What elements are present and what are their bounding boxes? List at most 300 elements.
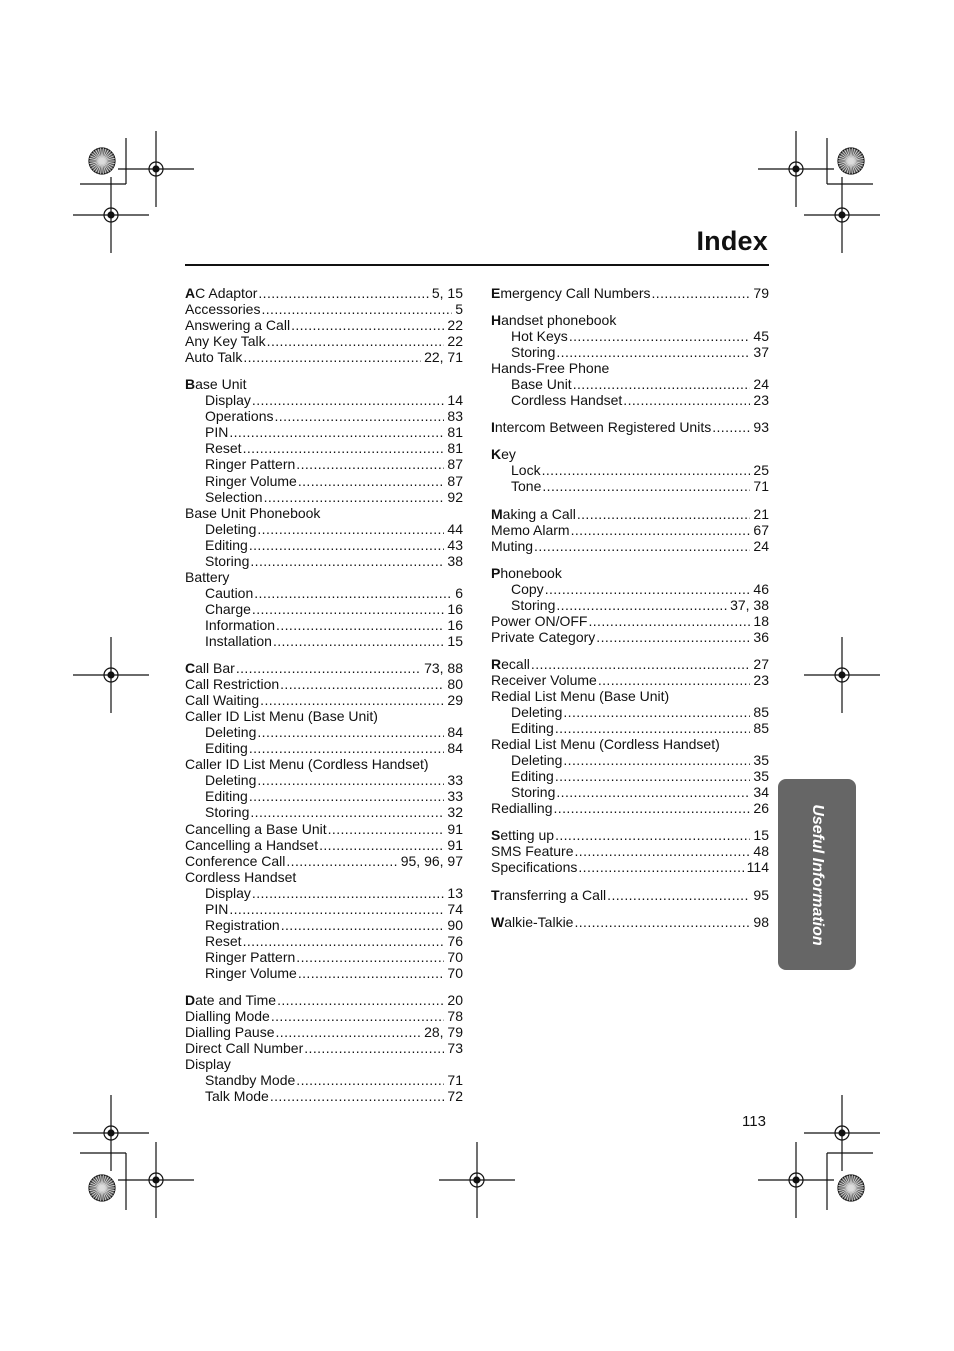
entry-label: Muting: [491, 537, 534, 554]
entry-label: Dialling Mode: [185, 1008, 270, 1025]
dot-leader: [556, 597, 727, 613]
entry-label: Installation: [205, 632, 272, 649]
index-subentry: [185, 521, 463, 537]
entry-label: Registration: [205, 916, 280, 933]
index-entry: [491, 656, 769, 672]
entry-label: Any Key Talk: [185, 333, 266, 350]
entry-label: Private Category: [491, 628, 596, 645]
entry-label: Power ON/OFF: [491, 612, 588, 629]
index-subentry: [491, 328, 769, 344]
entry-label: Emergency Call Numbers: [491, 285, 651, 301]
index-subentry: [185, 424, 463, 440]
entry-label: Reset: [205, 932, 242, 949]
entry-label: Ringer Pattern: [205, 948, 296, 965]
index-subentry: [185, 408, 463, 424]
entry-page-ref: 48: [753, 843, 769, 860]
entry-page-ref: 71: [753, 478, 769, 495]
index-subentry: [491, 581, 769, 597]
dot-leader: [607, 887, 750, 903]
entry-label: Call Bar: [185, 660, 235, 677]
entry-page-ref: 15: [753, 827, 769, 844]
entry-label: Information: [205, 616, 276, 633]
index-heading: Handset phonebook: [491, 312, 617, 329]
dot-leader: [281, 917, 445, 933]
dot-leader: [588, 613, 750, 629]
index-heading: Key: [491, 446, 516, 463]
entry-page-ref: 22: [447, 333, 463, 350]
entry-label: Accessories: [185, 301, 261, 318]
entry-label: SMS Feature: [491, 843, 574, 860]
entry-label: Deleting: [511, 704, 563, 721]
entry-label: Storing: [205, 804, 250, 821]
entry-label: Deleting: [205, 772, 257, 789]
index-entry: [491, 538, 769, 554]
entry-page-ref: 5, 15: [431, 285, 463, 301]
entry-page-ref: 45: [753, 328, 769, 345]
dot-leader: [578, 859, 743, 875]
entry-label: Ringer Volume: [205, 964, 297, 981]
index-subentry: [491, 597, 769, 613]
entry-page-ref: 16: [447, 616, 463, 633]
index-subentry: [185, 740, 463, 756]
index-entry: [185, 692, 463, 708]
dot-leader: [555, 827, 750, 843]
entry-label: Storing: [511, 784, 556, 801]
entry-page-ref: 85: [753, 704, 769, 721]
index-entry: [491, 613, 769, 629]
entry-page-ref: 24: [753, 376, 769, 393]
entry-page-ref: 27: [753, 655, 769, 672]
index-entry: [491, 859, 769, 875]
entry-label: Deleting: [205, 724, 257, 741]
entry-label: Caution: [205, 584, 254, 601]
index-subentry: [185, 440, 463, 456]
entry-page-ref: 71: [447, 1072, 463, 1089]
index-entry: [491, 800, 769, 816]
entry-page-ref: 67: [753, 521, 769, 538]
section-tab-label: Useful Information: [809, 803, 826, 946]
index-heading: Redial List Menu (Base Unit): [491, 687, 670, 704]
dot-leader: [277, 992, 444, 1008]
dot-leader: [542, 478, 750, 494]
index-subentry: [185, 901, 463, 917]
entry-label: Lock: [511, 462, 541, 479]
index-entry: [491, 629, 769, 645]
entry-page-ref: 23: [753, 671, 769, 688]
index-entry: [491, 419, 769, 435]
index-subentry: [491, 344, 769, 360]
entry-page-ref: 46: [753, 580, 769, 597]
dot-leader: [243, 440, 445, 456]
entry-label: Ringer Volume: [205, 472, 297, 489]
entry-page-ref: 5: [455, 301, 463, 318]
index-entry: [185, 1008, 463, 1024]
index-heading: Hands-Free Phone: [491, 360, 610, 377]
section-tab: [778, 779, 856, 970]
entry-page-ref: 35: [753, 768, 769, 785]
entry-label: Specifications: [491, 859, 578, 876]
entry-page-ref: 32: [447, 804, 463, 821]
entry-label: Storing: [205, 552, 250, 569]
dot-leader: [298, 473, 445, 489]
index-heading: Display: [185, 1056, 231, 1073]
entry-label: Setting up: [491, 827, 555, 844]
entry-page-ref: 84: [447, 724, 463, 741]
index-entry: [185, 285, 463, 301]
index-entry: [185, 676, 463, 692]
dot-leader: [328, 821, 445, 837]
entry-label: Reset: [205, 440, 242, 457]
index-heading: Caller ID List Menu (Base Unit): [185, 708, 378, 725]
entry-label: Copy: [511, 580, 544, 597]
dot-leader: [542, 462, 751, 478]
index-entry: [185, 821, 463, 837]
entry-page-ref: 26: [753, 800, 769, 817]
section-gap: [491, 876, 769, 887]
dot-leader: [229, 424, 444, 440]
entry-page-ref: 36: [753, 628, 769, 645]
dot-leader: [545, 581, 751, 597]
dot-leader: [556, 784, 750, 800]
section-gap: [491, 903, 769, 914]
entry-page-ref: 24: [753, 537, 769, 554]
index-heading: Base Unit Phonebook: [185, 504, 321, 521]
entry-label: Walkie-Talkie: [491, 913, 574, 930]
index-subentry: [491, 704, 769, 720]
dot-leader: [257, 521, 444, 537]
dot-leader: [252, 392, 445, 408]
dot-leader: [254, 585, 452, 601]
entry-page-ref: 33: [447, 788, 463, 805]
entry-page-ref: 81: [447, 424, 463, 441]
index-entry: [491, 827, 769, 843]
entry-label: Deleting: [205, 520, 257, 537]
entry-label: Display: [205, 392, 251, 409]
dot-leader: [274, 408, 444, 424]
index-heading: Phonebook: [491, 564, 562, 581]
entry-page-ref: 91: [447, 836, 463, 853]
index-subentry: [185, 1088, 463, 1104]
entry-page-ref: 95, 96, 97: [400, 852, 463, 869]
dot-leader: [280, 676, 444, 692]
entry-label: Editing: [205, 536, 248, 553]
index-entry: [491, 285, 769, 301]
index-subentry: [491, 720, 769, 736]
entry-page-ref: 13: [447, 884, 463, 901]
dot-leader: [563, 704, 750, 720]
entry-page-ref: 93: [753, 419, 769, 436]
entry-label: Direct Call Number: [185, 1040, 304, 1057]
section-gap: [185, 365, 463, 376]
entry-page-ref: 15: [447, 632, 463, 649]
entry-page-ref: 44: [447, 520, 463, 537]
entry-page-ref: 87: [447, 472, 463, 489]
section-gap: [491, 408, 769, 419]
index-subentry: [185, 553, 463, 569]
index-subentry: [185, 885, 463, 901]
index-entry: [185, 349, 463, 365]
entry-page-ref: 95: [753, 886, 769, 903]
entry-page-ref: 80: [447, 676, 463, 693]
entry-page-ref: 37: [753, 344, 769, 361]
dot-leader: [577, 506, 751, 522]
index-subentry: [491, 752, 769, 768]
entry-label: Deleting: [511, 752, 563, 769]
entry-label: Editing: [511, 720, 554, 737]
index-entry: [185, 992, 463, 1008]
entry-label: Standby Mode: [205, 1072, 296, 1089]
entry-page-ref: 33: [447, 772, 463, 789]
section-gap: [185, 981, 463, 992]
section-gap: [491, 816, 769, 827]
index-subentry: [185, 804, 463, 820]
title-divider: [185, 264, 769, 266]
dot-leader: [250, 804, 444, 820]
index-entry: [491, 672, 769, 688]
index-entry: [185, 301, 463, 317]
entry-page-ref: 14: [447, 392, 463, 409]
dot-leader: [249, 740, 445, 756]
index-subentry: [185, 633, 463, 649]
dot-leader: [250, 553, 444, 569]
entry-label: Selection: [205, 488, 263, 505]
dot-leader: [264, 489, 445, 505]
index-subentry: [491, 478, 769, 494]
dot-leader: [571, 522, 751, 538]
entry-page-ref: 98: [753, 913, 769, 930]
entry-page-ref: 6: [455, 584, 463, 601]
entry-label: Intercom Between Registered Units: [491, 419, 712, 436]
dot-leader: [257, 772, 444, 788]
entry-page-ref: 28, 79: [424, 1024, 463, 1041]
entry-page-ref: 73, 88: [424, 660, 463, 677]
dot-leader: [273, 633, 444, 649]
entry-label: Storing: [511, 344, 556, 361]
entry-page-ref: 85: [753, 720, 769, 737]
index-column-left: [185, 285, 463, 1104]
dot-leader: [712, 419, 750, 435]
entry-page-ref: 74: [447, 900, 463, 917]
entry-page-ref: 21: [753, 505, 769, 522]
entry-page-ref: 87: [447, 456, 463, 473]
entry-label: PIN: [205, 424, 229, 441]
entry-label: Answering a Call: [185, 317, 291, 334]
index-entry: [491, 887, 769, 903]
entry-page-ref: 81: [447, 440, 463, 457]
entry-label: Memo Alarm: [491, 521, 570, 538]
entry-page-ref: 92: [447, 488, 463, 505]
entry-label: Editing: [205, 788, 248, 805]
entry-label: Tone: [511, 478, 542, 495]
entry-label: Display: [205, 884, 251, 901]
entry-page-ref: 114: [746, 859, 769, 876]
entry-label: Hot Keys: [511, 328, 568, 345]
entry-label: Date and Time: [185, 991, 277, 1008]
entry-label: Cancelling a Base Unit: [185, 820, 327, 837]
index-subentry: [185, 489, 463, 505]
entry-page-ref: 20: [447, 991, 463, 1008]
entry-page-ref: 16: [447, 600, 463, 617]
page-number: 113: [742, 1113, 766, 1130]
entry-label: Making a Call: [491, 505, 576, 522]
entry-page-ref: 70: [447, 948, 463, 965]
entry-label: Redialling: [491, 800, 553, 817]
dot-leader: [276, 617, 444, 633]
index-entry: [185, 1040, 463, 1056]
index-entry: [491, 843, 769, 859]
dot-leader: [298, 965, 445, 981]
index-heading: Cordless Handset: [185, 868, 297, 885]
dot-leader: [569, 328, 751, 344]
entry-page-ref: 72: [447, 1088, 463, 1105]
dot-leader: [270, 1088, 445, 1104]
index-subentry: [185, 933, 463, 949]
dot-leader: [243, 349, 421, 365]
index-entry: [185, 317, 463, 333]
dot-leader: [574, 843, 750, 859]
index-subentry: [185, 965, 463, 981]
entry-label: Cordless Handset: [511, 392, 623, 409]
entry-page-ref: 76: [447, 932, 463, 949]
index-subentry: [185, 456, 463, 472]
entry-page-ref: 22: [447, 317, 463, 334]
index-subentry: [491, 768, 769, 784]
dot-leader: [531, 656, 751, 672]
entry-label: Editing: [205, 740, 248, 757]
dot-leader: [573, 376, 751, 392]
entry-page-ref: 25: [753, 462, 769, 479]
entry-page-ref: 38: [447, 552, 463, 569]
entry-page-ref: 83: [447, 408, 463, 425]
index-subentry: [185, 1072, 463, 1088]
dot-leader: [296, 456, 444, 472]
entry-page-ref: 37, 38: [730, 596, 769, 613]
entry-page-ref: 70: [447, 964, 463, 981]
entry-page-ref: 73: [447, 1040, 463, 1057]
dot-leader: [267, 333, 445, 349]
index-subentry: [185, 601, 463, 617]
entry-label: Receiver Volume: [491, 671, 597, 688]
index-entry: [185, 1024, 463, 1040]
entry-page-ref: 84: [447, 740, 463, 757]
dot-leader: [319, 837, 444, 853]
index-column-right: [491, 285, 769, 930]
section-gap: [491, 301, 769, 312]
entry-page-ref: 29: [447, 692, 463, 709]
section-gap: [185, 649, 463, 660]
dot-leader: [556, 344, 750, 360]
entry-label: Charge: [205, 600, 251, 617]
index-subentry: [185, 724, 463, 740]
index-heading: Battery: [185, 568, 230, 585]
entry-label: Recall: [491, 655, 530, 672]
dot-leader: [623, 392, 750, 408]
entry-label: Operations: [205, 408, 274, 425]
entry-label: Call Restriction: [185, 676, 280, 693]
index-subentry: [185, 917, 463, 933]
index-subentry: [185, 585, 463, 601]
entry-label: AC Adaptor: [185, 285, 258, 301]
index-heading: Caller ID List Menu (Cordless Handset): [185, 756, 429, 773]
entry-label: Ringer Pattern: [205, 456, 296, 473]
dot-leader: [596, 629, 750, 645]
dot-leader: [304, 1040, 444, 1056]
entry-label: Auto Talk: [185, 349, 243, 366]
dot-leader: [652, 285, 751, 301]
index-subentry: [491, 462, 769, 478]
dot-leader: [260, 692, 444, 708]
dot-leader: [555, 768, 751, 784]
entry-label: Storing: [511, 596, 556, 613]
dot-leader: [296, 949, 444, 965]
index-subentry: [185, 788, 463, 804]
section-gap: [491, 495, 769, 506]
entry-page-ref: 23: [753, 392, 769, 409]
index-subentry: [185, 949, 463, 965]
index-subentry: [185, 473, 463, 489]
index-entry: [491, 522, 769, 538]
dot-leader: [276, 1024, 422, 1040]
dot-leader: [291, 317, 444, 333]
index-subentry: [185, 617, 463, 633]
index-heading: Base Unit: [185, 376, 247, 393]
section-gap: [491, 554, 769, 565]
index-subentry: [185, 772, 463, 788]
dot-leader: [261, 301, 452, 317]
entry-label: Talk Mode: [205, 1088, 269, 1105]
dot-leader: [534, 538, 750, 554]
dot-leader: [598, 672, 751, 688]
dot-leader: [243, 933, 445, 949]
dot-leader: [252, 885, 445, 901]
dot-leader: [249, 537, 445, 553]
entry-label: Call Waiting: [185, 692, 260, 709]
dot-leader: [555, 720, 751, 736]
dot-leader: [286, 853, 397, 869]
index-entry: [185, 837, 463, 853]
dot-leader: [236, 660, 421, 676]
index-subentry: [185, 392, 463, 408]
index-subentry: [185, 537, 463, 553]
dot-leader: [229, 901, 444, 917]
entry-label: Editing: [511, 768, 554, 785]
page-title: Index: [696, 226, 768, 256]
section-gap: [491, 435, 769, 446]
index-entry: [491, 506, 769, 522]
entry-label: Dialling Pause: [185, 1024, 275, 1041]
entry-page-ref: 78: [447, 1008, 463, 1025]
index-subentry: [491, 784, 769, 800]
dot-leader: [252, 601, 445, 617]
dot-leader: [271, 1008, 445, 1024]
index-entry: [491, 914, 769, 930]
dot-leader: [296, 1072, 444, 1088]
entry-label: PIN: [205, 900, 229, 917]
entry-page-ref: 22, 71: [424, 349, 463, 366]
entry-label: Conference Call: [185, 852, 286, 869]
entry-page-ref: 18: [753, 612, 769, 629]
entry-page-ref: 35: [753, 752, 769, 769]
entry-page-ref: 43: [447, 536, 463, 553]
index-heading: Redial List Menu (Cordless Handset): [491, 736, 720, 753]
entry-page-ref: 90: [447, 916, 463, 933]
dot-leader: [563, 752, 750, 768]
dot-leader: [574, 914, 750, 930]
dot-leader: [249, 788, 445, 804]
index-entry: [185, 853, 463, 869]
index-subentry: [491, 376, 769, 392]
dot-leader: [257, 724, 444, 740]
